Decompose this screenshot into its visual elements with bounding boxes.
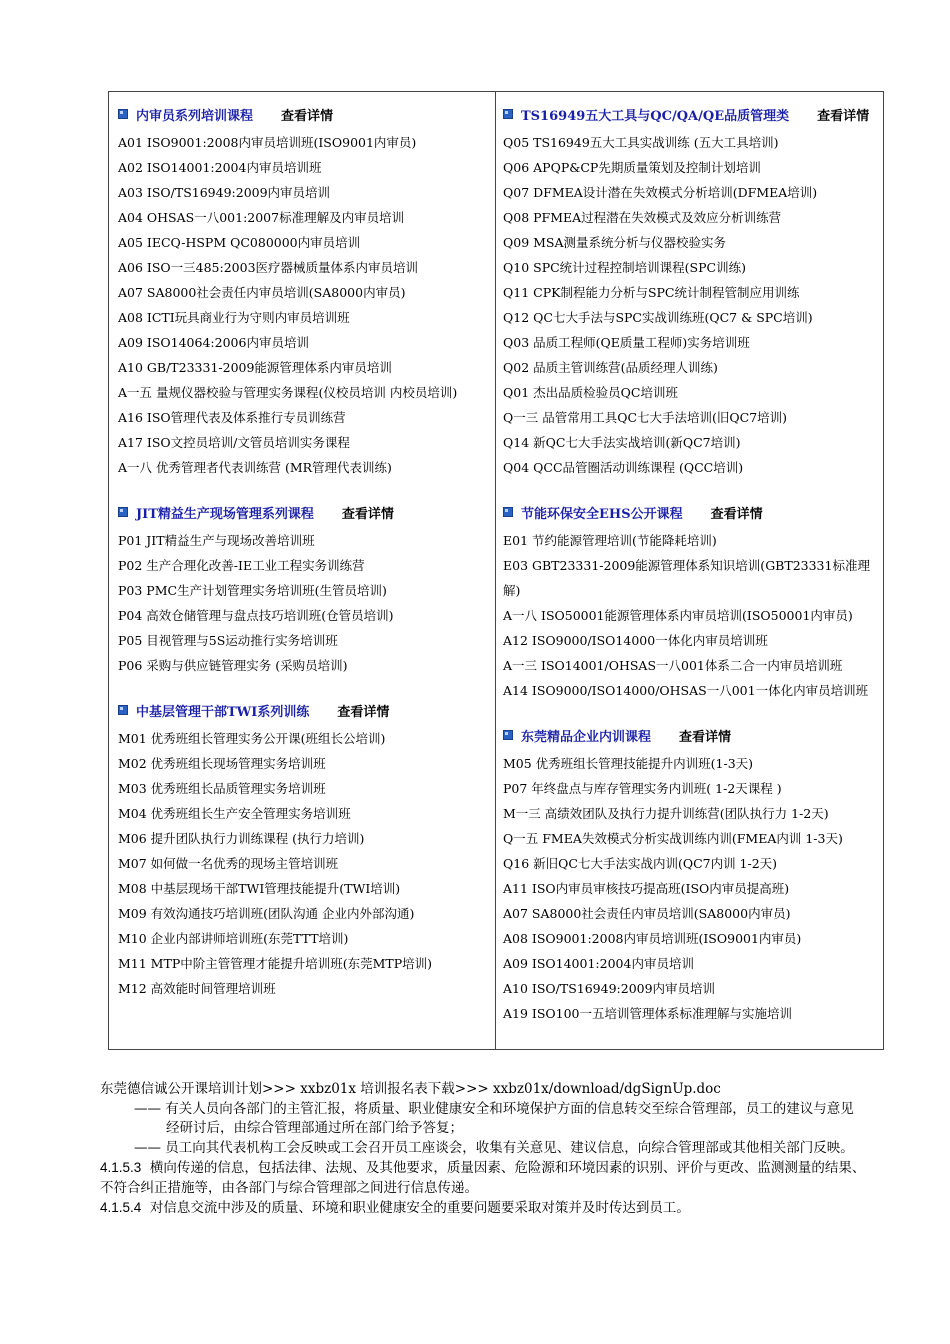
bullet-square-icon xyxy=(503,507,513,517)
course-item[interactable]: Q06 APQP&CP先期质量策划及控制计划培训 xyxy=(503,160,761,175)
bullet-square-icon xyxy=(503,730,513,740)
bullet-square-icon xyxy=(503,109,513,119)
training-plan-line[interactable]: 东莞德信诚公开课培训计划>>> xxbz01x 培训报名表下载>>> xxbz01x/download/dgSignUp.doc xyxy=(100,1081,721,1097)
clause-number: 4.1.5.3 xyxy=(100,1160,142,1175)
course-table xyxy=(108,91,884,1050)
course-item[interactable]: Q10 SPC统计过程控制培训课程(SPC训练) xyxy=(503,260,746,275)
course-item[interactable]: Q07 DFMEA设计潜在失效模式分析培训(DFMEA培训) xyxy=(503,185,818,200)
view-details-link[interactable]: 查看详情 xyxy=(337,704,390,720)
section-header xyxy=(503,102,873,126)
course-item[interactable]: Q02 品质主管训练营(品质经理人训练) xyxy=(503,360,718,375)
course-item[interactable]: A01 ISO9001:2008内审员培训班(ISO9001内审员) xyxy=(118,135,417,150)
course-item[interactable]: A05 IECQ-HSPM QC080000内审员培训 xyxy=(118,235,361,250)
section-header xyxy=(503,500,873,524)
course-item[interactable]: M02 优秀班组长现场管理实务培训班 xyxy=(118,756,326,771)
course-item[interactable]: M03 优秀班组长品质管理实务培训班 xyxy=(118,781,326,796)
view-details-link[interactable]: 查看详情 xyxy=(281,108,334,124)
course-section xyxy=(118,102,485,480)
course-item[interactable]: M一三 高绩效团队及执行力提升训练营(团队执行力 1-2天) xyxy=(503,806,829,821)
view-details-link[interactable]: 查看详情 xyxy=(341,506,394,522)
course-item[interactable]: A一八 优秀管理者代表训练营 (MR管理代表训练) xyxy=(118,460,392,475)
course-item[interactable]: A09 ISO14001:2004内审员培训 xyxy=(503,956,694,971)
course-item[interactable]: P04 高效仓储管理与盘点技巧培训班(仓管员培训) xyxy=(118,608,394,623)
course-item[interactable]: Q01 杰出品质检验员QC培训班 xyxy=(503,385,678,400)
course-item[interactable]: M12 高效能时间管理培训班 xyxy=(118,981,276,996)
course-section xyxy=(118,698,485,1001)
course-item[interactable]: Q12 QC七大手法与SPC实战训练班(QC7 & SPC培训) xyxy=(503,310,813,325)
course-item[interactable]: A06 ISO一三485:2003医疗器械质量体系内审员培训 xyxy=(118,260,419,275)
course-item[interactable]: A10 ISO/TS16949:2009内审员培训 xyxy=(503,981,716,996)
course-item[interactable]: E01 节约能源管理培训(节能降耗培训) xyxy=(503,533,717,548)
course-item[interactable]: A一八 ISO50001能源管理体系内审员培训(ISO50001内审员) xyxy=(503,608,853,623)
left-column xyxy=(109,92,496,1049)
course-item[interactable]: E03 GBT23331-2009能源管理体系知识培训(GBT23331标准理解) xyxy=(503,558,870,598)
course-item[interactable]: Q一五 FMEA失效模式分析实战训练内训(FMEA内训 1-3天) xyxy=(503,831,843,846)
course-item[interactable]: Q08 PFMEA过程潜在失效模式及效应分析训练营 xyxy=(503,210,782,225)
course-item[interactable]: A11 ISO内审员审核技巧提高班(ISO内审员提高班) xyxy=(503,881,790,896)
course-item[interactable]: P03 PMC生产计划管理实务培训班(生管员培训) xyxy=(118,583,387,598)
course-item[interactable]: P02 生产合理化改善-IE工业工程实务训练营 xyxy=(118,558,365,573)
course-item[interactable]: A17 ISO文控员培训/文管员培训实务课程 xyxy=(118,435,350,450)
course-item[interactable]: A07 SA8000社会责任内审员培训(SA8000内审员) xyxy=(503,906,791,921)
section-header xyxy=(118,102,485,126)
course-item[interactable]: A19 ISO100一五培训管理体系标准理解与实施培训 xyxy=(503,1006,793,1021)
course-item[interactable]: P05 目视管理与5S运动推行实务培训班 xyxy=(118,633,338,648)
course-item[interactable]: A08 ISO9001:2008内审员培训班(ISO9001内审员) xyxy=(503,931,802,946)
clause-number: 4.1.5.4 xyxy=(100,1200,142,1215)
course-item[interactable]: A09 ISO14064:2006内审员培训 xyxy=(118,335,309,350)
course-item[interactable]: Q11 CPK制程能力分析与SPC统计制程管制应用训练 xyxy=(503,285,800,300)
course-item[interactable]: M11 MTP中阶主管管理才能提升培训班(东莞MTP培训) xyxy=(118,956,433,971)
bullet-union: —— 员工向其代表机构工会反映或工会召开员工座谈会，收集有关意见、建议信息，向综合管理部或其他相关部门反映。 xyxy=(134,1139,854,1156)
course-item[interactable]: A02 ISO14001:2004内审员培训班 xyxy=(118,160,322,175)
course-item[interactable]: P07 年终盘点与库存管理实务内训班( 1-2天课程 ) xyxy=(503,781,782,796)
clause-4-1-5-4 xyxy=(100,1198,870,1219)
clause-4-1-5-3 xyxy=(100,1158,870,1198)
course-item[interactable]: A一五 量规仪器校验与管理实务课程(仪校员培训 内校员培训) xyxy=(118,385,458,400)
section-title-link[interactable]: TS16949五大工具与QC/QA/QE品质管理类 xyxy=(521,108,790,124)
clause-text: 横向传递的信息，包括法律、法规、及其他要求，质量因素、危险源和环境因素的识别、评价与更改、监测测量的结果、不符合纠正措施等，由各部门与综合管理部之间进行信息传递。 xyxy=(100,1160,866,1196)
section-title-link[interactable]: JIT精益生产现场管理系列课程 xyxy=(136,506,314,522)
course-item[interactable]: M06 提升团队执行力训练课程 (执行力培训) xyxy=(118,831,365,846)
course-item[interactable]: A10 GB/T23331-2009能源管理体系内审员培训 xyxy=(118,360,392,375)
course-section xyxy=(503,723,873,1026)
bullet-square-icon xyxy=(118,507,128,517)
course-item[interactable]: Q一三 品管常用工具QC七大手法培训(旧QC7培训) xyxy=(503,410,788,425)
course-item[interactable]: Q03 品质工程师(QE质量工程师)实务培训班 xyxy=(503,335,750,350)
bullet-square-icon xyxy=(118,705,128,715)
course-item[interactable]: P06 采购与供应链管理实务 (采购员培训) xyxy=(118,658,348,673)
view-details-link[interactable]: 查看详情 xyxy=(710,506,763,522)
course-item[interactable]: Q14 新QC七大手法实战培训(新QC7培训) xyxy=(503,435,741,450)
section-title-link[interactable]: 节能环保安全EHS公开课程 xyxy=(521,506,683,522)
course-item[interactable]: A03 ISO/TS16949:2009内审员培训 xyxy=(118,185,331,200)
section-header xyxy=(118,500,485,524)
course-item[interactable]: M08 中基层现场干部TWI管理技能提升(TWI培训) xyxy=(118,881,401,896)
course-item[interactable]: M05 优秀班组长管理技能提升内训班(1-3天) xyxy=(503,756,754,771)
course-item[interactable]: A04 OHSAS一八001:2007标准理解及内审员培训 xyxy=(118,210,405,225)
course-item[interactable]: Q09 MSA测量系统分析与仪器校验实务 xyxy=(503,235,727,250)
section-title-link[interactable]: 内审员系列培训课程 xyxy=(136,108,254,124)
course-item[interactable]: M07 如何做一名优秀的现场主管培训班 xyxy=(118,856,339,871)
course-item[interactable]: Q05 TS16949五大工具实战训练 (五大工具培训) xyxy=(503,135,779,150)
course-section xyxy=(503,102,873,480)
course-item[interactable]: A08 ICTI玩具商业行为守则内审员培训班 xyxy=(118,310,350,325)
section-header xyxy=(118,698,485,722)
course-item[interactable]: M10 企业内部讲师培训班(东莞TTT培训) xyxy=(118,931,349,946)
course-item[interactable]: A一三 ISO14001/OHSAS一八001体系二合一内审员培训班 xyxy=(503,658,843,673)
course-item[interactable]: M04 优秀班组长生产安全管理实务培训班 xyxy=(118,806,351,821)
course-item[interactable]: A14 ISO9000/ISO14000/OHSAS一八001一体化内审员培训班 xyxy=(503,683,869,698)
course-item[interactable]: M01 优秀班组长管理实务公开课(班组长公培训) xyxy=(118,731,386,746)
clause-text: 对信息交流中涉及的质量、环境和职业健康安全的重要问题要采取对策并及时传达到员工。 xyxy=(149,1200,690,1216)
course-item[interactable]: A12 ISO9000/ISO14000一体化内审员培训班 xyxy=(503,633,768,648)
section-title-link[interactable]: 东莞精品企业内训课程 xyxy=(521,729,652,745)
course-item[interactable]: Q04 QCC品管圈活动训练课程 (QCC培训) xyxy=(503,460,744,475)
course-item[interactable]: A16 ISO管理代表及体系推行专员训练营 xyxy=(118,410,346,425)
view-details-link[interactable]: 查看详情 xyxy=(679,729,732,745)
bullet-square-icon xyxy=(118,109,128,119)
course-item[interactable]: Q16 新旧QC七大手法实战内训(QC7内训 1-2天) xyxy=(503,856,778,871)
course-item[interactable]: M09 有效沟通技巧培训班(团队沟通 企业内外部沟通) xyxy=(118,906,415,921)
view-details-link[interactable]: 查看详情 xyxy=(817,108,870,124)
bullet-report: —— 有关人员向各部门的主管汇报，将质量、职业健康安全和环境保护方面的信息转交至综合管理部，员工的建议与意见经研讨后，由综合管理部通过所在部门给予答复； xyxy=(134,1100,854,1136)
course-section xyxy=(503,500,873,703)
section-title-link[interactable]: 中基层管理干部TWI系列训练 xyxy=(136,704,310,720)
course-item[interactable]: P01 JIT精益生产与现场改善培训班 xyxy=(118,533,315,548)
course-item[interactable]: A07 SA8000社会责任内审员培训(SA8000内审员) xyxy=(118,285,406,300)
course-section xyxy=(118,500,485,678)
section-header xyxy=(503,723,873,747)
footer-text xyxy=(100,1080,870,1219)
right-column xyxy=(496,92,883,1049)
